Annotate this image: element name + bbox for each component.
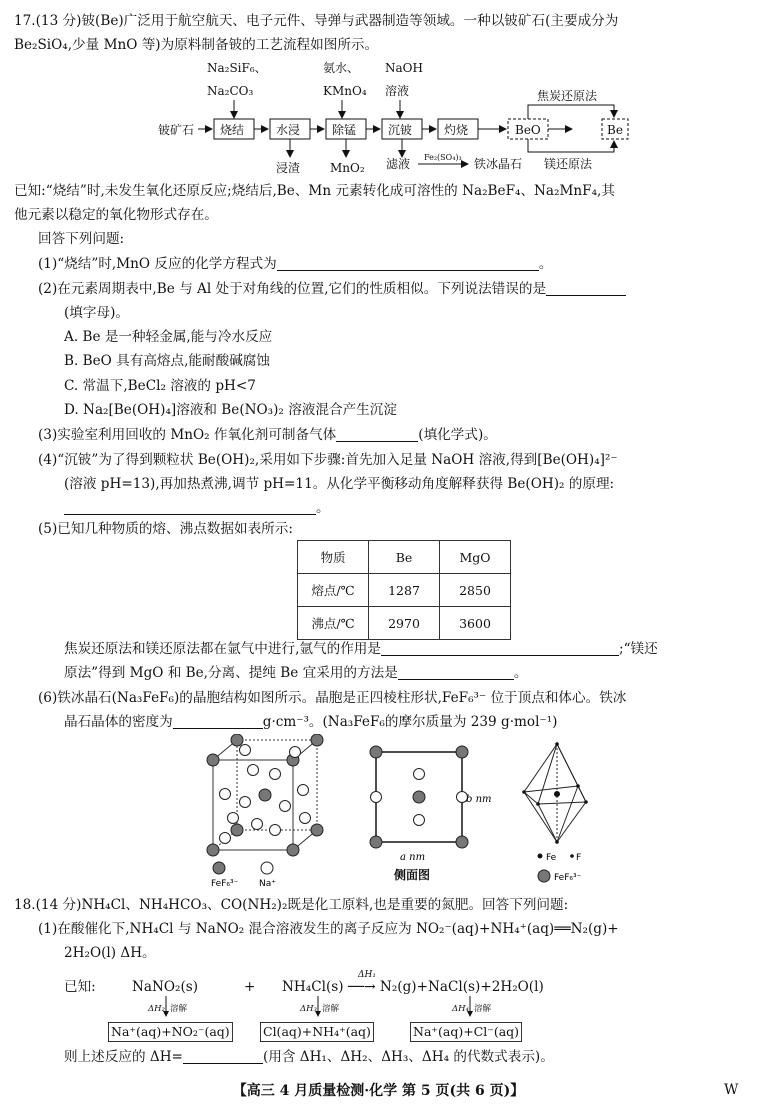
nano2-label: NaNO₂(s) [132, 979, 199, 995]
a-dimension: a nm [400, 852, 426, 863]
table-header: MgO [440, 541, 511, 574]
q17-part4: (4)“沉铍”为了得到颗粒状 Be(OH)₂,采用如下步骤:首先加入足量 NaOH 溶液,得到[Be(OH)₄]²⁻ [38, 452, 618, 468]
b-dimension: b nm [466, 794, 492, 805]
step-leach: 水浸 [276, 123, 301, 137]
known-2: 他元素以稳定的氧化物形式存在。 [14, 207, 218, 223]
dh2-label: ΔH₂ [148, 1004, 165, 1014]
octahedron-figure [512, 738, 612, 886]
plus-sign: + [244, 979, 256, 995]
known-label-18: 已知: [64, 979, 96, 995]
answer-blank-1[interactable] [277, 256, 539, 271]
table-cell: 1287 [369, 574, 440, 607]
option-d: D. Na₂[Be(OH)₄]溶液和 Be(NO₃)₂ 溶液混合产生沉淀 [64, 402, 397, 418]
answer-blank-3[interactable] [336, 427, 418, 442]
option-a: A. Be 是一种轻金属,能与冷水反应 [64, 329, 273, 345]
q17-part4-answer: 。 [64, 499, 330, 517]
q17-part5-q2: 原法”得到 MgO 和 Be,分离、提纯 Be 宜采用的方法是 。 [64, 665, 528, 681]
cryolite-label: 铁冰晶石 [474, 157, 523, 171]
q18-final: 则上述反应的 ΔH= (用含 ΔH₁、ΔH₂、ΔH₃、ΔH₄ 的代数式表示)。 [64, 1049, 554, 1065]
q17-part5: (5)已知几种物质的熔、沸点数据如表所示: [38, 521, 293, 537]
q17-part3: (3)实验室利用回收的 MnO₂ 作氧化剂可制备气体 (填化学式)。 [38, 427, 497, 443]
table-row [298, 607, 511, 640]
legend-na: Na⁺ [259, 879, 276, 888]
reagent-2: 氨水、 [323, 61, 360, 75]
table-cell: 3600 [440, 607, 511, 640]
answer-blank-4[interactable] [64, 500, 316, 515]
answer-blank-2[interactable] [546, 281, 626, 296]
q17-part2-cont: (填字母)。 [64, 305, 129, 321]
nh4cl-equation: NH₄Cl(s) ──→ N₂(g)+NaCl(s)+2H₂O(l) [282, 979, 544, 995]
table-cell: 2850 [440, 574, 511, 607]
answer-prompt: 回答下列问题: [38, 231, 125, 247]
option-c: C. 常温下,BeCl₂ 溶液的 pH<7 [64, 378, 256, 394]
process-flowchart [0, 58, 757, 178]
dissolve-label-1: 溶解 [170, 1004, 188, 1014]
q17-header-2: Be₂SiO₄,少量 MnO 等)为原料制备铍的工艺流程如图所示。 [14, 37, 379, 53]
answer-blank-5a[interactable] [381, 641, 619, 656]
side-view-figure [360, 740, 500, 864]
q18-header: 18.(14 分)NH₄Cl、NH₄HCO₃、CO(NH₂)₂既是化工原料,也是重要的氮肥。回答下列问题: [14, 897, 569, 913]
known-1: 已知:“烧结”时,未发生氧化还原反应;烧结后,Be、Mn 元素转化成可溶性的 Na₂BeF₄、Na₂MnF₄,其 [14, 183, 615, 199]
table-header: 物质 [298, 541, 369, 574]
reagent-1: Na₂SiF₆、 [207, 61, 267, 75]
q17-part6-cont: 晶石晶体的密度为 g·cm⁻³。(Na₃FeF₆的摩尔质量为 239 g·mol⁻¹) [64, 714, 558, 730]
option-b: B. BeO 具有高熔点,能耐酸碱腐蚀 [64, 353, 270, 369]
dh3-label: ΔH₃ [300, 1004, 317, 1014]
q17-part6: (6)铁冰晶石(Na₃FeF₆)的晶胞结构如图所示。晶胞是正四棱柱形状,FeF₆³⁻ 位于顶点和体心。铁冰 [38, 690, 627, 706]
step-demn: 除锰 [332, 123, 357, 137]
q18-part1: (1)在酸催化下,NH₄Cl 与 NaNO₂ 混合溶液发生的离子反应为 NO₂⁻(aq)+NH₄⁺(aq)══N₂(g)+ [38, 921, 619, 937]
answer-blank-6[interactable] [173, 714, 263, 729]
table-row [298, 574, 511, 607]
q17-part2: (2)在元素周期表中,Be 与 Al 处于对角线的位置,它们的性质相似。下列说法错误的是 [38, 280, 626, 298]
table-header-row [298, 541, 511, 574]
coke-method: 焦炭还原法 [537, 89, 598, 103]
q17-part4-cont: (溶液 pH=13),再加热煮沸,调节 pH=11。从化学平衡移动角度解释获得 Be(OH)₂ 的原理: [64, 476, 615, 492]
q17-part5-q1: 焦炭还原法和镁还原法都在氩气中进行,氩气的作用是 ;“镁还 [64, 641, 658, 657]
reagent-1b: Na₂CO₃ [207, 84, 254, 98]
reagent-2b: KMnO₄ [323, 84, 367, 98]
legend-fef6-oct: FeF₆³⁻ [554, 873, 582, 883]
answer-blank-5b[interactable] [398, 665, 514, 680]
q18-part1-cont: 2H₂O(l) ΔH。 [64, 945, 156, 961]
byproduct-filtrate: 滤液 [386, 157, 411, 171]
step-precip: 沉铍 [388, 123, 413, 137]
watermark: W [724, 1082, 739, 1098]
legend-f: F [576, 853, 582, 863]
dissolve-label-2: 溶解 [322, 1004, 340, 1014]
side-view-label: 侧面图 [394, 868, 431, 882]
mg-method: 镁还原法 [544, 157, 593, 171]
ion-box-3: Na⁺(aq)+Cl⁻(aq) [410, 1022, 522, 1042]
answer-blank-18[interactable] [183, 1049, 263, 1064]
ore-label: 铍矿石 [158, 123, 195, 137]
dh1-label: ΔH₁ [358, 970, 376, 980]
be-label: Be [607, 123, 623, 137]
byproduct-mno2: MnO₂ [330, 161, 365, 175]
melting-boiling-table [297, 540, 511, 640]
dh4-label: ΔH₄ [452, 1004, 469, 1014]
q17-part1: (1)“烧结”时,MnO 反应的化学方程式为 。 [38, 256, 553, 272]
ion-box-1: Na⁺(aq)+NO₂⁻(aq) [108, 1022, 233, 1042]
legend-fe: Fe [546, 853, 557, 863]
step-sinter: 烧结 [220, 123, 245, 137]
fe-reagent: Fe₂(SO₄)₃ [424, 153, 462, 162]
dissolve-label-3: 溶解 [474, 1004, 492, 1014]
unit-cell-figure [205, 734, 325, 888]
ion-box-2: Cl(aq)+NH₄⁺(aq) [260, 1022, 374, 1042]
page-footer: 【高三 4 月质量检测·化学 第 5 页(共 6 页)】 [232, 1083, 525, 1099]
table-cell: 沸点/℃ [298, 607, 369, 640]
table-cell: 2970 [369, 607, 440, 640]
legend-fef6: FeF₆³⁻ [211, 879, 239, 888]
table-cell: 熔点/℃ [298, 574, 369, 607]
table-header: Be [369, 541, 440, 574]
step-calcine: 灼烧 [444, 123, 469, 137]
byproduct-residue: 浸渣 [276, 161, 301, 175]
reagent-3b: 溶液 [385, 84, 410, 98]
reagent-3: NaOH [385, 61, 423, 75]
q17-header: 17.(13 分)铍(Be)广泛用于航空航天、电子元件、导弹与武器制造等领域。一种以铍矿石(主要成分为 [14, 13, 619, 29]
beo-label: BeO [515, 123, 541, 137]
